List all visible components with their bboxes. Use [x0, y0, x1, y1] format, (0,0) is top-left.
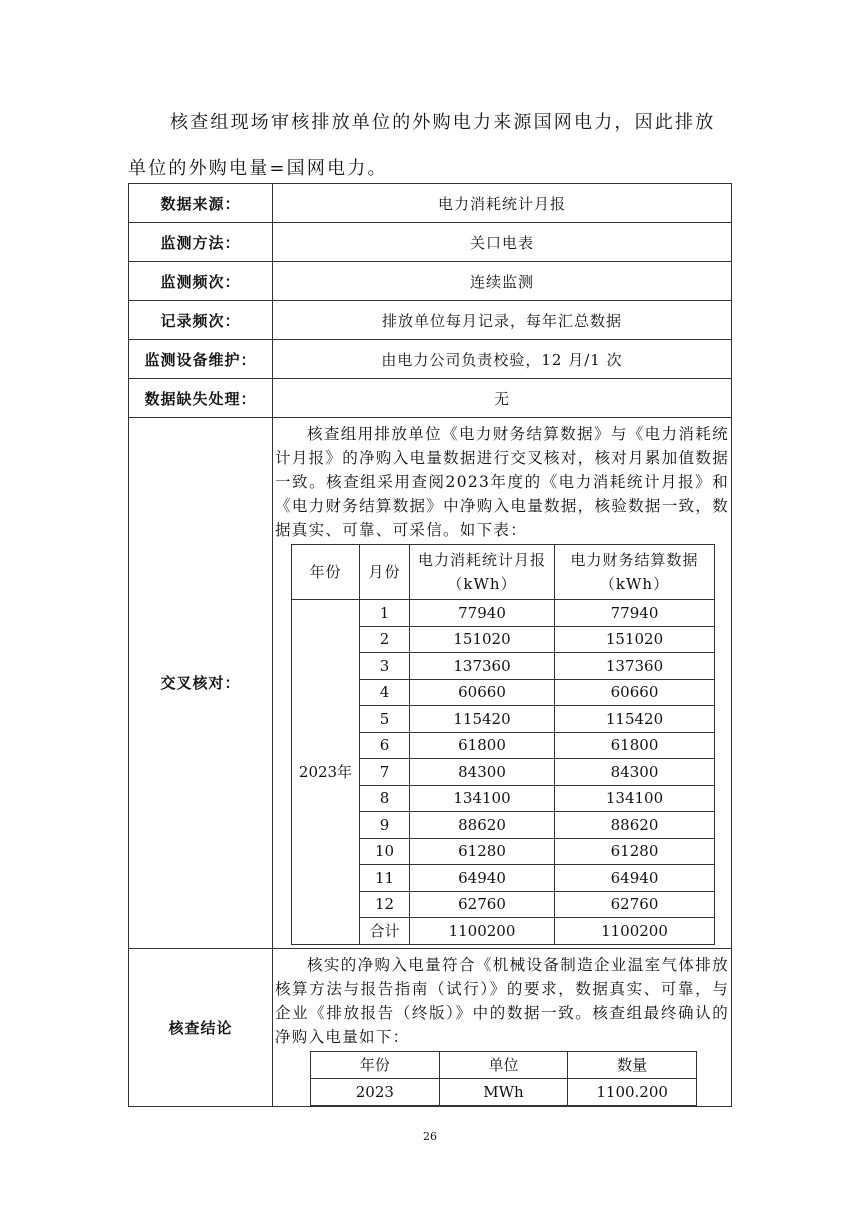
fin-cell: 62760	[555, 891, 715, 918]
row-value: 电力消耗统计月报	[273, 184, 732, 223]
stat-cell: 62760	[410, 891, 555, 918]
row-value: 关口电表	[273, 223, 732, 262]
fin-cell: 137360	[555, 653, 715, 680]
month-cell: 1	[360, 600, 410, 627]
stat-cell: 77940	[410, 600, 555, 627]
month-cell: 8	[360, 785, 410, 812]
cross-check-row	[129, 418, 732, 949]
table-row	[129, 223, 732, 262]
row-value: 无	[273, 379, 732, 418]
header-month: 月份	[360, 545, 410, 600]
stat-cell: 60660	[410, 679, 555, 706]
fin-cell: 115420	[555, 706, 715, 733]
cross-check-paragraph: 核查组用排放单位《电力财务结算数据》与《电力消耗统计月报》的净购入电量数据进行交叉核对，核对月累加值数据一致。核查组采用查阅2023年度的《电力消耗统计月报》和《电力财务结算数据》中净购入电量数据，核验数据一致，数据真实、可靠、可采信。如下表：	[275, 425, 729, 539]
conclusion-paragraph: 核实的净购入电量符合《机械设备制造企业温室气体排放核算方法与报告指南（试行）》的要求，数据真实、可靠，与企业《排放报告（终版）》中的数据一致。核查组最终确认的净购入电量如下：	[275, 955, 729, 1046]
month-cell: 9	[360, 812, 410, 839]
inner-header-row	[292, 545, 715, 600]
final-header-row	[311, 1051, 697, 1078]
stat-cell: 151020	[410, 626, 555, 653]
stat-cell: 88620	[410, 812, 555, 839]
row-value: 由电力公司负责校验，12 月/1 次	[273, 340, 732, 379]
conclusion-label: 核查结论	[129, 948, 273, 1106]
header-year: 年份	[292, 545, 360, 600]
month-cell: 7	[360, 759, 410, 786]
stat-cell: 61280	[410, 838, 555, 865]
month-cell: 2	[360, 626, 410, 653]
fin-cell: 61280	[555, 838, 715, 865]
row-label: 监测频次：	[129, 262, 273, 301]
stat-cell: 61800	[410, 732, 555, 759]
final-year: 2023	[311, 1078, 440, 1105]
row-label: 记录频次：	[129, 301, 273, 340]
cross-check-cell	[273, 418, 732, 949]
intro-paragraph	[128, 100, 733, 192]
page-number: 26	[423, 1130, 437, 1143]
stat-cell: 64940	[410, 865, 555, 892]
month-cell: 3	[360, 653, 410, 680]
fin-cell: 88620	[555, 812, 715, 839]
table-row	[129, 184, 732, 223]
final-value-row	[311, 1078, 697, 1105]
final-header-unit: 单位	[439, 1051, 568, 1078]
fin-cell: 84300	[555, 759, 715, 786]
fin-cell: 61800	[555, 732, 715, 759]
row-label: 数据缺失处理：	[129, 379, 273, 418]
row-label: 监测设备维护：	[129, 340, 273, 379]
monthly-electricity-table	[291, 544, 715, 945]
row-label: 监测方法：	[129, 223, 273, 262]
stat-cell: 1100200	[410, 918, 555, 945]
stat-cell: 84300	[410, 759, 555, 786]
stat-cell: 137360	[410, 653, 555, 680]
final-unit: MWh	[439, 1078, 568, 1105]
header-fin: 电力财务结算数据（kWh）	[555, 545, 715, 600]
cross-check-label: 交叉核对：	[129, 418, 273, 949]
year-cell: 2023年	[292, 600, 360, 945]
fin-cell: 1100200	[555, 918, 715, 945]
row-label: 数据来源：	[129, 184, 273, 223]
stat-cell: 134100	[410, 785, 555, 812]
final-qty: 1100.200	[568, 1078, 697, 1105]
month-cell: 10	[360, 838, 410, 865]
conclusion-row	[129, 948, 732, 1106]
monthly-row	[292, 600, 715, 627]
month-cell: 合计	[360, 918, 410, 945]
final-header-qty: 数量	[568, 1051, 697, 1078]
header-stat: 电力消耗统计月报（kWh）	[410, 545, 555, 600]
final-header-year: 年份	[311, 1051, 440, 1078]
row-value: 连续监测	[273, 262, 732, 301]
fin-cell: 77940	[555, 600, 715, 627]
month-cell: 12	[360, 891, 410, 918]
fin-cell: 151020	[555, 626, 715, 653]
table-row	[129, 262, 732, 301]
month-cell: 6	[360, 732, 410, 759]
table-row	[129, 379, 732, 418]
table-row	[129, 301, 732, 340]
fin-cell: 64940	[555, 865, 715, 892]
final-result-table	[310, 1051, 697, 1106]
conclusion-cell	[273, 948, 732, 1106]
month-cell: 5	[360, 706, 410, 733]
fin-cell: 134100	[555, 785, 715, 812]
month-cell: 11	[360, 865, 410, 892]
row-value: 排放单位每月记录，每年汇总数据	[273, 301, 732, 340]
verification-table	[128, 183, 732, 1107]
intro-text: 核查组现场审核排放单位的外购电力来源国网电力，因此排放单位的外购电量=国网电力。	[128, 112, 716, 179]
fin-cell: 60660	[555, 679, 715, 706]
month-cell: 4	[360, 679, 410, 706]
table-row	[129, 340, 732, 379]
stat-cell: 115420	[410, 706, 555, 733]
